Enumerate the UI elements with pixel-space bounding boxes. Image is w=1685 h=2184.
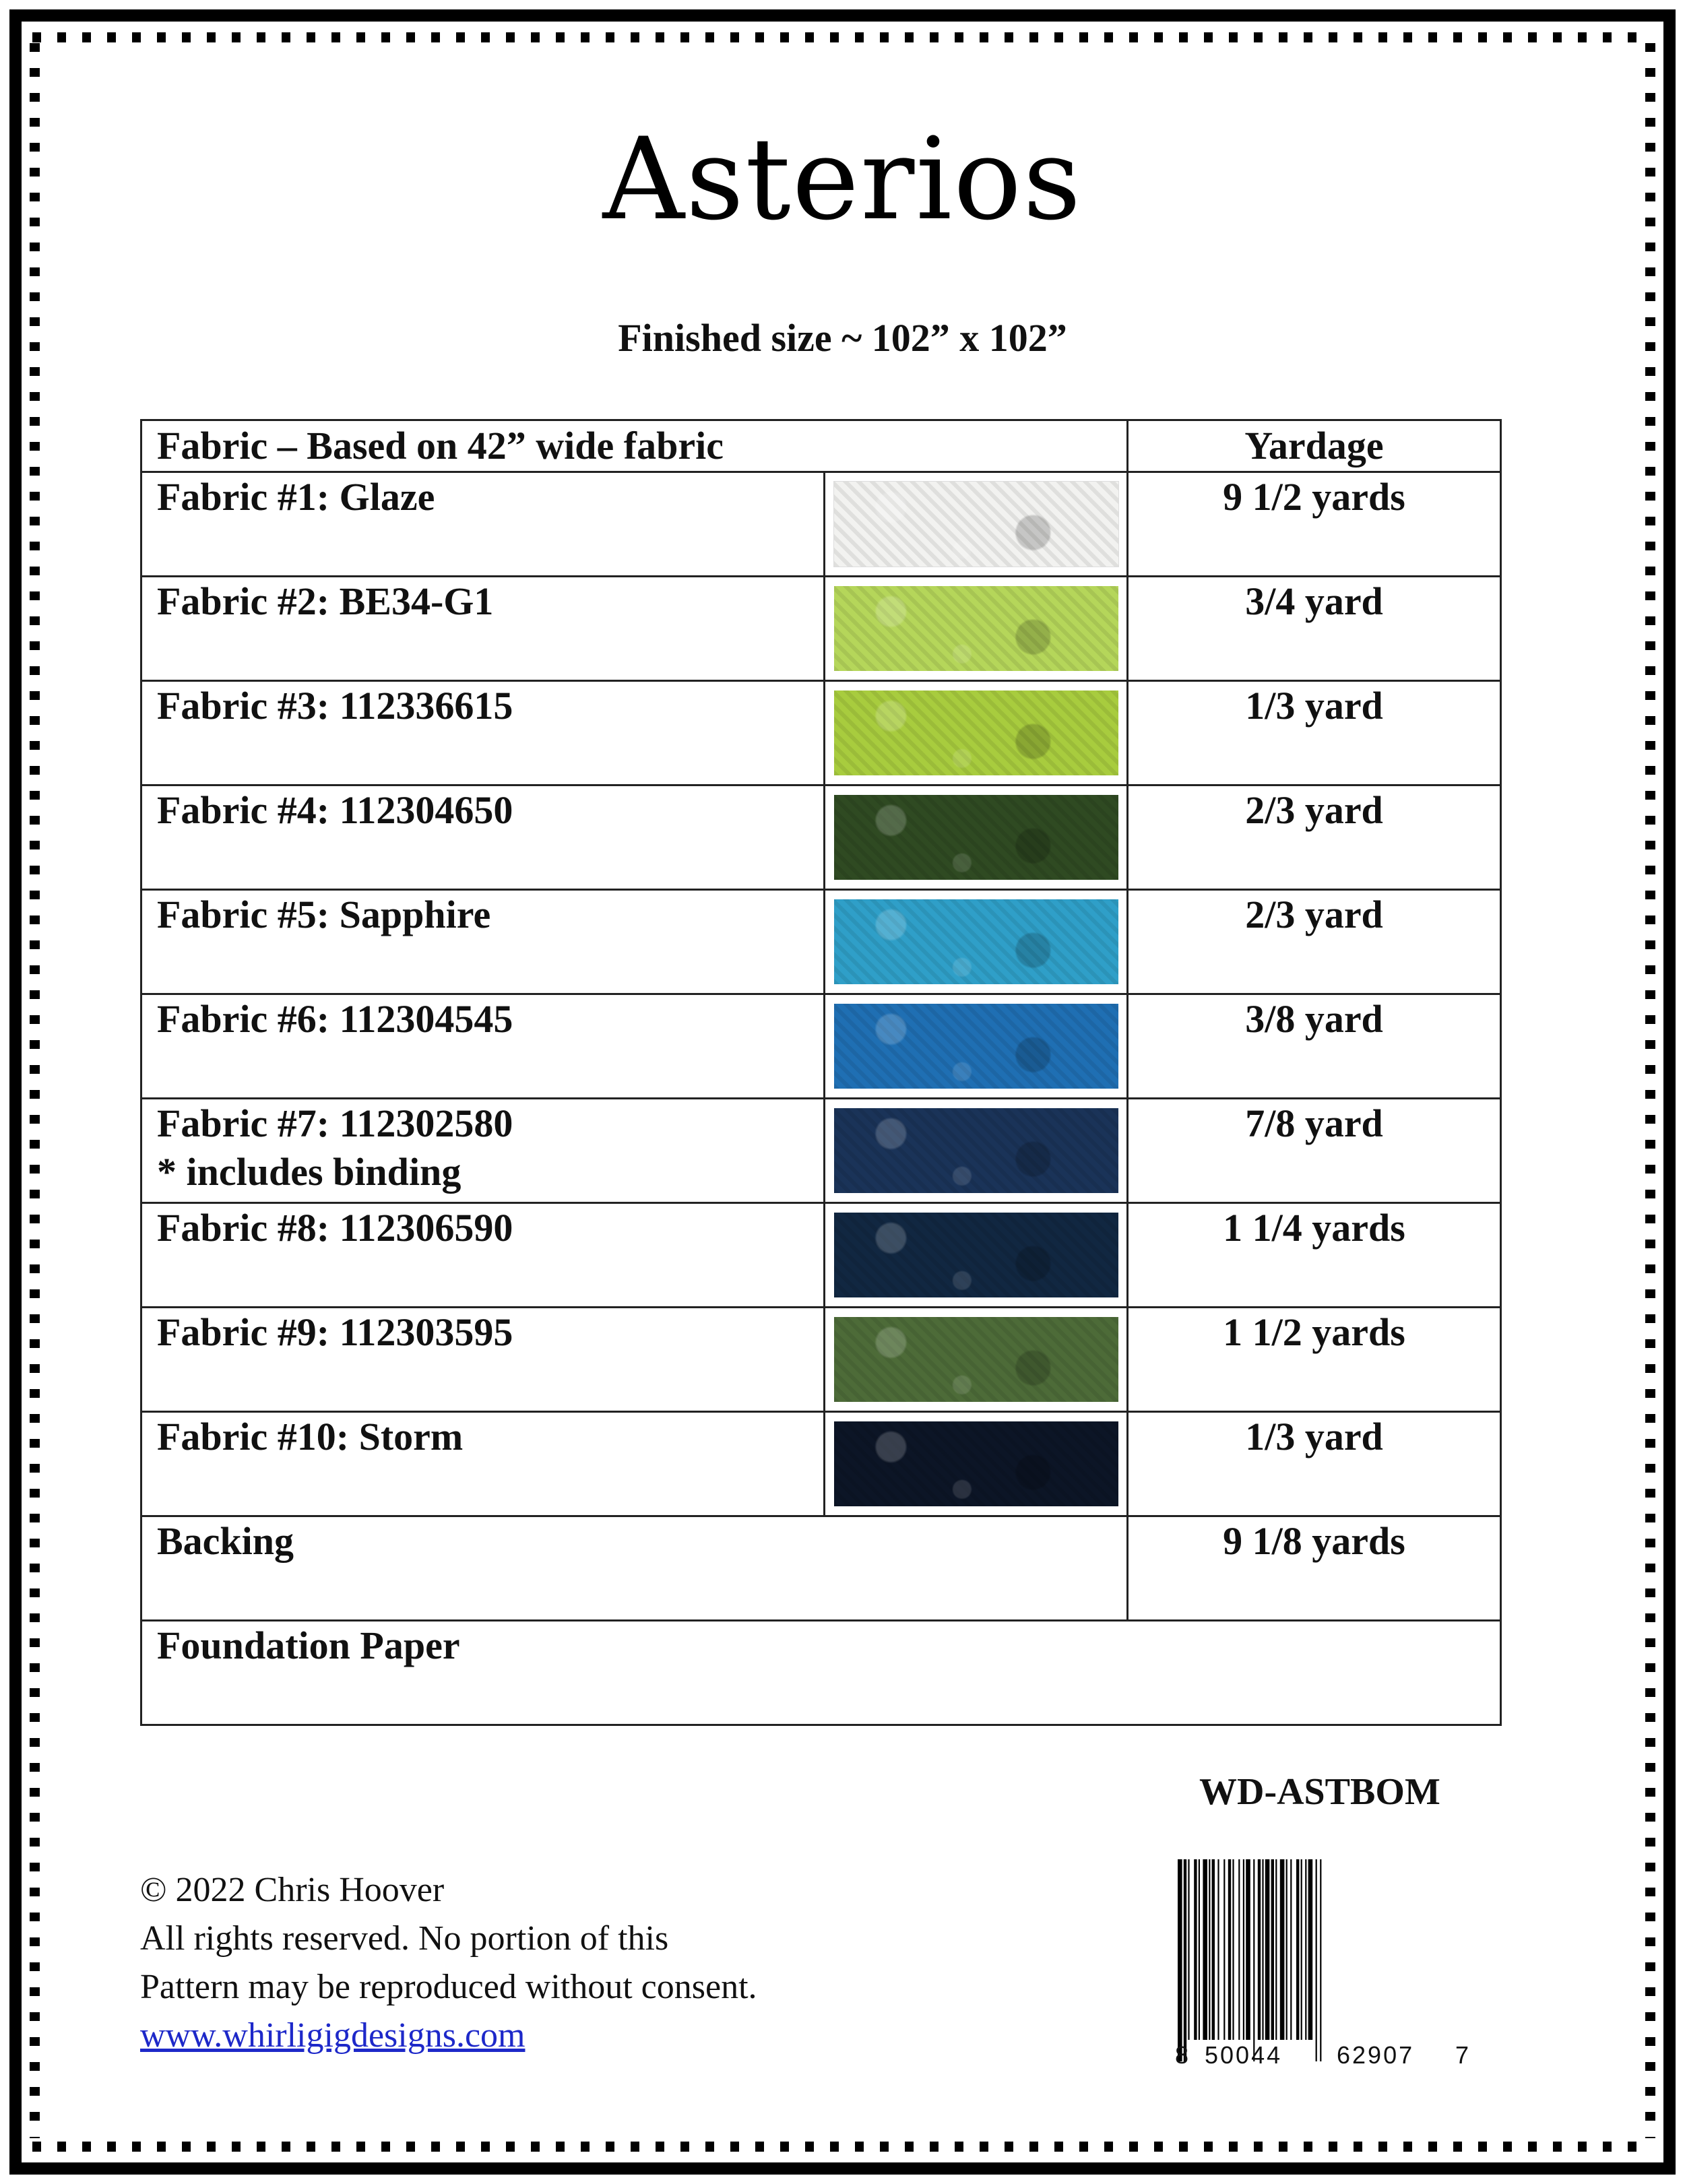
barcode-bar	[1280, 1859, 1285, 2040]
black-navy-fabric-icon	[834, 1421, 1118, 1506]
border-dash-bottom	[32, 2142, 1653, 2152]
swatch-cell	[825, 1203, 1128, 1308]
barcode-bar	[1243, 1859, 1244, 2040]
fabric-name: Fabric #7: 112302580	[157, 1101, 513, 1145]
barcode-digits-group1: 50044	[1205, 2041, 1283, 2069]
fabric-yardage: 3/4 yard	[1128, 577, 1501, 681]
backing-yardage: 9 1/8 yards	[1128, 1516, 1501, 1621]
barcode-bar	[1209, 1859, 1210, 2040]
barcode-digit-last: 7	[1455, 2041, 1469, 2069]
fabric-name-cell	[141, 681, 825, 785]
swatch-cell	[825, 472, 1128, 577]
fabric-name-cell	[141, 785, 825, 890]
barcode-bar	[1246, 1859, 1250, 2040]
fabric-yardage: 1 1/4 yards	[1128, 1203, 1501, 1308]
fabric-column-header: Fabric – Based on 42” wide fabric	[141, 420, 1128, 472]
fabric-name-cell	[141, 890, 825, 994]
fabric-name-cell	[141, 1203, 825, 1308]
swatch-cell	[825, 785, 1128, 890]
website-link[interactable]: www.whirligigdesigns.com	[140, 2016, 526, 2055]
barcode-bar	[1320, 1859, 1321, 2061]
barcode-bar	[1290, 1859, 1292, 2040]
copyright-line: © 2022 Chris Hoover	[140, 1871, 445, 1909]
pattern-sku: WD-ASTBOM	[1199, 1771, 1440, 1813]
barcode-bar	[1223, 1859, 1225, 2040]
fabric-yardage: 2/3 yard	[1128, 890, 1501, 994]
fabric-row	[141, 1203, 1501, 1308]
fabric-note: * includes binding	[157, 1150, 462, 1194]
barcode-bar	[1316, 1859, 1317, 2061]
turquoise-fabric-icon	[834, 899, 1118, 984]
barcode-bar	[1203, 1859, 1207, 2040]
fabric-yardage: 3/8 yard	[1128, 994, 1501, 1099]
fabric-row	[141, 1412, 1501, 1516]
consent-line: Pattern may be reproduced without consent.	[140, 1968, 757, 2006]
barcode-bar	[1271, 1859, 1274, 2040]
light-green-leaf-fabric-icon	[834, 586, 1118, 671]
barcode-bar	[1188, 1859, 1189, 2040]
barcode-bar	[1286, 1859, 1287, 2040]
fabric-name-cell	[141, 472, 825, 577]
fabric-yardage: 1/3 yard	[1128, 1412, 1501, 1516]
fabric-row	[141, 577, 1501, 681]
fabric-name: Fabric #8: 112306590	[157, 1206, 513, 1250]
barcode-bar	[1301, 1859, 1302, 2040]
barcode-bar	[1217, 1859, 1219, 2040]
fabric-name-cell	[141, 577, 825, 681]
swatch-cell	[825, 1412, 1128, 1516]
rights-line: All rights reserved. No portion of this	[140, 1919, 669, 1958]
fabric-yardage: 1 1/2 yards	[1128, 1308, 1501, 1412]
yardage-column-header: Yardage	[1128, 420, 1501, 472]
barcode-bar	[1262, 1859, 1263, 2040]
fabric-name: Fabric #2: BE34-G1	[157, 579, 494, 623]
barcode-digit-first: 8	[1175, 2041, 1189, 2069]
table-header-row	[141, 420, 1501, 472]
fabric-row	[141, 1099, 1501, 1203]
swatch-cell	[825, 890, 1128, 994]
fabric-name-cell	[141, 1099, 825, 1203]
fabric-row	[141, 785, 1501, 890]
fabric-name: Fabric #9: 112303595	[157, 1310, 513, 1354]
barcode-bar	[1238, 1859, 1240, 2040]
backing-label: Backing	[141, 1516, 1128, 1621]
fabric-yardage: 9 1/2 yards	[1128, 472, 1501, 577]
dark-navy-star-fabric-icon	[834, 1213, 1118, 1297]
backing-row	[141, 1516, 1501, 1621]
white-glaze-fabric-icon	[834, 482, 1118, 567]
fabric-name: Fabric #5: Sapphire	[157, 893, 491, 936]
fabric-name: Fabric #1: Glaze	[157, 475, 435, 519]
lime-dot-fabric-icon	[834, 690, 1118, 775]
dark-green-swirl-fabric-icon	[834, 795, 1118, 880]
swatch-cell	[825, 577, 1128, 681]
fabric-name-cell	[141, 1308, 825, 1412]
blue-swirl-fabric-icon	[834, 1004, 1118, 1089]
fabric-yardage: 7/8 yard	[1128, 1099, 1501, 1203]
fabric-name: Fabric #10: Storm	[157, 1415, 464, 1458]
fabric-row	[141, 681, 1501, 785]
barcode-bar	[1305, 1859, 1306, 2040]
fabric-row	[141, 1308, 1501, 1412]
fabric-yardage: 2/3 yard	[1128, 785, 1501, 890]
copyright-block	[140, 1866, 757, 2060]
barcode-bar	[1296, 1859, 1299, 2040]
finished-size: Finished size ~ 102” x 102”	[618, 316, 1067, 360]
foundation-label: Foundation Paper	[141, 1621, 1501, 1725]
navy-tile-fabric-icon	[834, 1108, 1118, 1193]
barcode-bar	[1212, 1859, 1215, 2040]
barcode-bar	[1194, 1859, 1197, 2040]
fabric-name: Fabric #6: 112304545	[157, 997, 513, 1041]
barcode-bar	[1178, 1859, 1182, 2061]
barcode-bar	[1184, 1859, 1186, 2061]
fabric-yardage: 1/3 yard	[1128, 681, 1501, 785]
page-title: Asterios	[602, 113, 1083, 245]
swatch-cell	[825, 1099, 1128, 1203]
barcode-bar	[1258, 1859, 1261, 2040]
foundation-row	[141, 1621, 1501, 1725]
fabric-name: Fabric #3: 112336615	[157, 684, 513, 728]
barcode-bar	[1232, 1859, 1234, 2040]
barcode-bar	[1265, 1859, 1270, 2040]
fabric-name-cell	[141, 994, 825, 1099]
barcode-bar	[1308, 1859, 1313, 2040]
barcode-bar	[1253, 1859, 1254, 2061]
border-dash-top	[32, 32, 1653, 42]
fabric-row	[141, 890, 1501, 994]
barcode-bar	[1228, 1859, 1231, 2040]
barcode-digits-group2: 62907	[1337, 2041, 1415, 2069]
fabric-table	[140, 419, 1502, 1726]
fabric-name-cell	[141, 1412, 825, 1516]
fabric-row	[141, 994, 1501, 1099]
swatch-cell	[825, 1308, 1128, 1412]
swatch-cell	[825, 681, 1128, 785]
fabric-row	[141, 472, 1501, 577]
fabric-name: Fabric #4: 112304650	[157, 788, 513, 832]
barcode-bar	[1199, 1859, 1200, 2040]
green-blue-leaf-fabric-icon	[834, 1317, 1118, 1402]
barcode-bar	[1275, 1859, 1277, 2040]
swatch-cell	[825, 994, 1128, 1099]
